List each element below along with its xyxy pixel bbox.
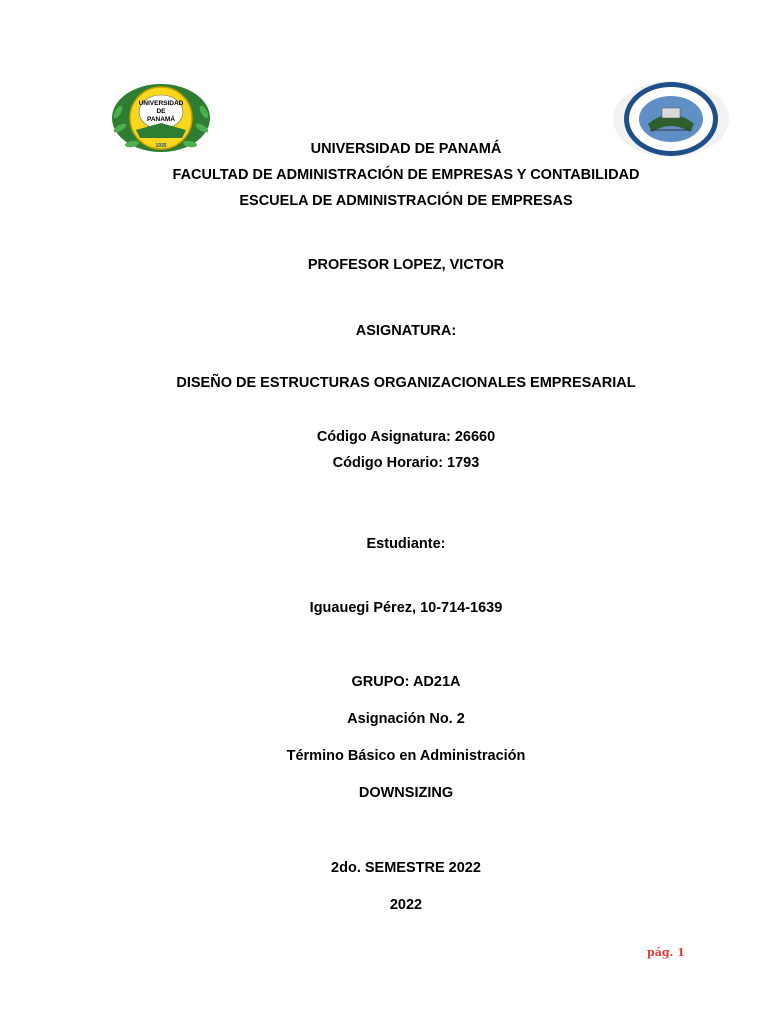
student-name: Iguauegi Pérez, 10-714-1639 — [309, 600, 503, 616]
student-label: Estudiante: — [366, 536, 446, 552]
assignment-topic: Término Básico en Administración — [286, 748, 526, 764]
professor-name: PROFESOR LOPEZ, VICTOR — [307, 257, 505, 273]
left-logo-text-bottom: PANAMÁ — [146, 116, 176, 123]
semester: 2do. SEMESTRE 2022 — [331, 860, 481, 876]
schedule-code: Código Horario: 1793 — [332, 455, 480, 471]
left-logo-year: 1935 — [155, 143, 167, 149]
university-name: UNIVERSIDAD DE PANAMÁ — [310, 141, 502, 157]
subject-name: DISEÑO DE ESTRUCTURAS ORGANIZACIONALES EMPRESARIAL — [176, 375, 636, 391]
faculty-name: FACULTAD DE ADMINISTRACIÓN DE EMPRESAS Y CONTABILIDAD — [172, 167, 640, 183]
subject-code: Código Asignatura: 26660 — [316, 429, 496, 445]
school-name: ESCUELA DE ADMINISTRACIÓN DE EMPRESAS — [239, 193, 573, 209]
subject-label: ASIGNATURA: — [355, 323, 457, 339]
group-code: GRUPO: AD21A — [351, 674, 461, 690]
page-number: pág. 1 — [647, 946, 685, 959]
left-logo-text-top: UNIVERSIDAD — [138, 100, 184, 107]
year: 2022 — [389, 897, 423, 913]
left-logo-text-middle: DE — [156, 108, 166, 115]
assignment-number: Asignación No. 2 — [347, 711, 465, 727]
assignment-term: DOWNSIZING — [358, 785, 454, 801]
